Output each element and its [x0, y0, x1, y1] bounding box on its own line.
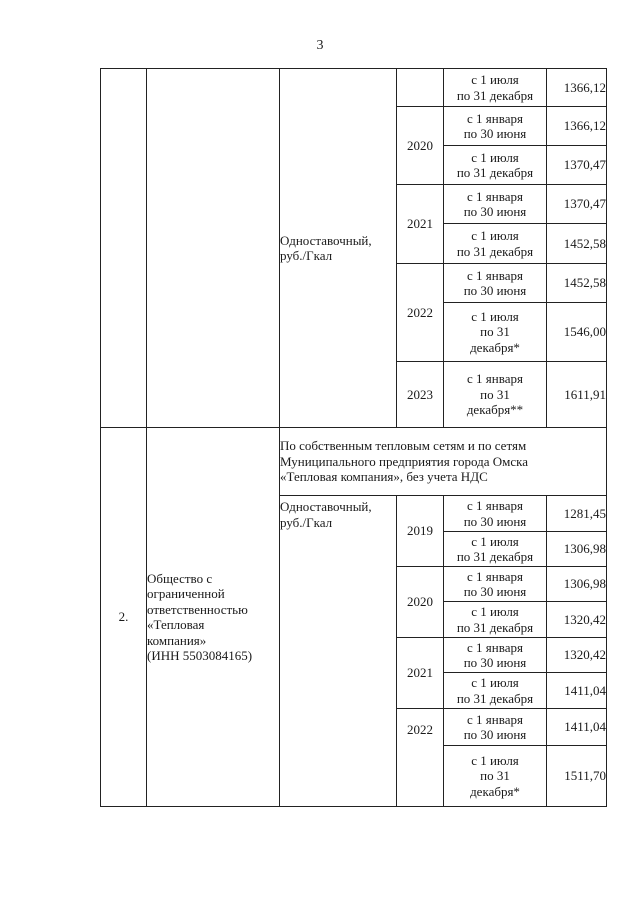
year-cell: 2019	[397, 496, 444, 567]
tariff-value: 1366,12	[547, 69, 607, 107]
period-cell: с 1 января по 30 июня	[444, 709, 547, 746]
tariff-value: 1320,42	[547, 602, 607, 638]
tariff-value: 1411,04	[547, 673, 607, 709]
period-cell: с 1 июля по 31 декабря	[444, 532, 547, 567]
tariff-table	[100, 68, 607, 807]
table-row	[101, 428, 607, 496]
period-cell: с 1 июля по 31 декабря*	[444, 746, 547, 807]
period-cell: с 1 июля по 31 декабря	[444, 146, 547, 185]
number-cell-empty	[101, 69, 147, 428]
year-cell: 2020	[397, 567, 444, 638]
period-cell: с 1 июля по 31 декабря	[444, 69, 547, 107]
row-number: 2.	[101, 428, 147, 807]
tariff-value: 1370,47	[547, 146, 607, 185]
period-cell: с 1 января по 30 июня	[444, 185, 547, 224]
year-cell	[397, 69, 444, 107]
period-cell: с 1 января по 30 июня	[444, 567, 547, 602]
network-note: По собственным тепловым сетям и по сетям Муниципального предприятия города Омска «Тепловая компания», без учета НДС	[280, 428, 607, 496]
organization-name: Общество с ограниченной ответственностью «Тепловая компания» (ИНН 5503084165)	[147, 428, 280, 807]
period-cell: с 1 января по 31 декабря**	[444, 362, 547, 428]
period-cell: с 1 июля по 31 декабря	[444, 602, 547, 638]
year-cell: 2023	[397, 362, 444, 428]
period-cell: с 1 июля по 31 декабря	[444, 224, 547, 264]
tariff-value: 1320,42	[547, 638, 607, 673]
year-cell: 2021	[397, 185, 444, 264]
tariff-value: 1611,91	[547, 362, 607, 428]
year-cell: 2022	[397, 264, 444, 362]
tariff-value: 1511,70	[547, 746, 607, 807]
tariff-value: 1370,47	[547, 185, 607, 224]
table-row	[101, 69, 607, 107]
period-cell: с 1 января по 30 июня	[444, 264, 547, 303]
tariff-value: 1411,04	[547, 709, 607, 746]
period-cell: с 1 января по 30 июня	[444, 496, 547, 532]
period-cell: с 1 июля по 31 декабря*	[444, 303, 547, 362]
year-cell: 2022	[397, 709, 444, 807]
tariff-value: 1306,98	[547, 567, 607, 602]
page-number: 3	[316, 38, 324, 53]
tariff-value: 1281,45	[547, 496, 607, 532]
tariff-value: 1452,58	[547, 264, 607, 303]
year-cell: 2020	[397, 107, 444, 185]
period-cell: с 1 января по 30 июня	[444, 638, 547, 673]
tariff-value: 1366,12	[547, 107, 607, 146]
tariff-type-cell: Одноставочный, руб./Гкал	[280, 496, 397, 807]
tariff-value: 1546,00	[547, 303, 607, 362]
period-cell: с 1 июля по 31 декабря	[444, 673, 547, 709]
period-cell: с 1 января по 30 июня	[444, 107, 547, 146]
organization-cell-empty	[147, 69, 280, 428]
tariff-type-cell: Одноставочный, руб./Гкал	[280, 69, 397, 428]
tariff-value: 1306,98	[547, 532, 607, 567]
year-cell: 2021	[397, 638, 444, 709]
tariff-value: 1452,58	[547, 224, 607, 264]
